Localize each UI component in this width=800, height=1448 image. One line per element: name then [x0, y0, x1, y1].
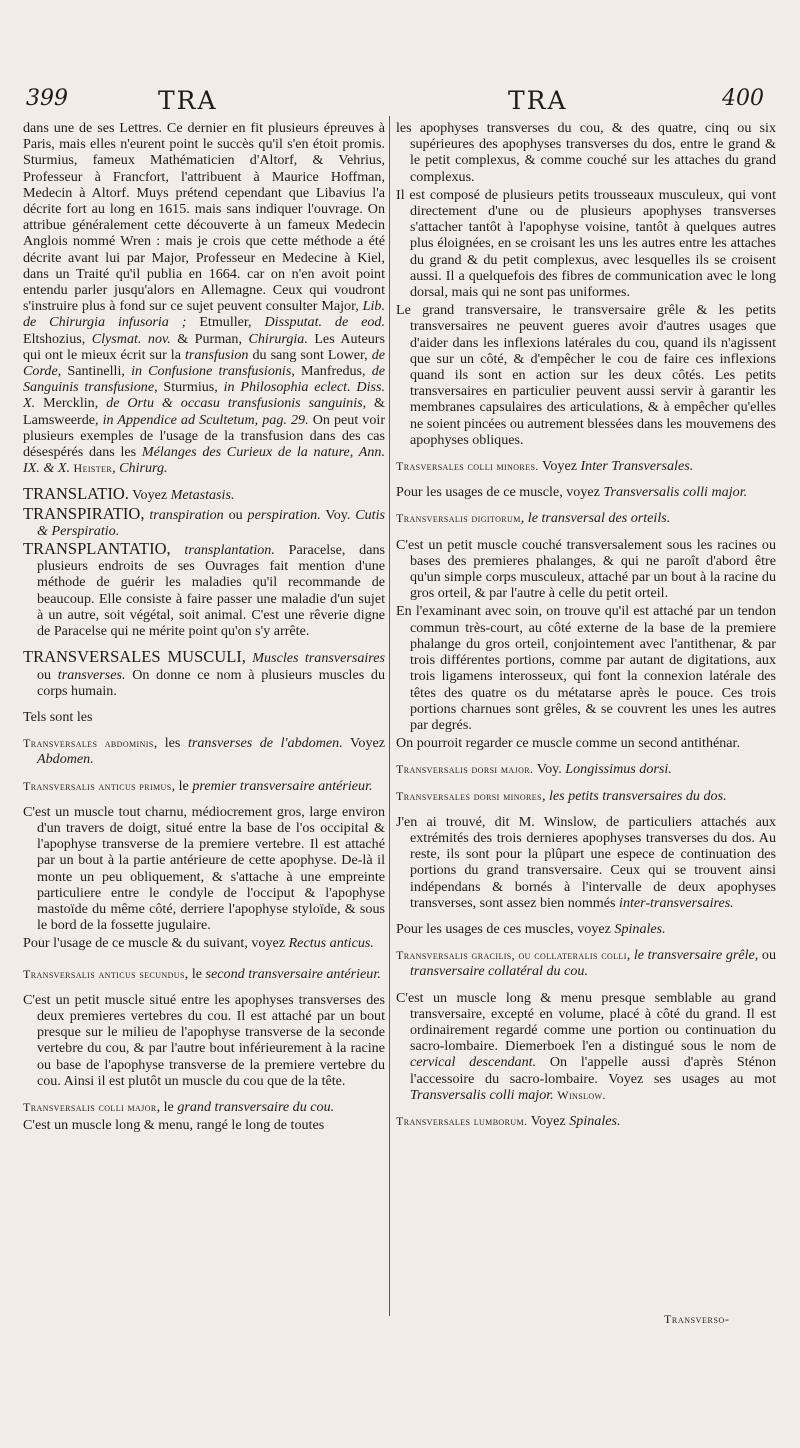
- colli-major-continuation: les apophyses transverses du cou, & des quatre, cinq ou six supérieures des apophyses transverses du dos, entre le grand & le petit complexus, & comme couché sur les attaches du grand complexus.: [396, 120, 776, 185]
- entry-anticus-primus: Transversalis anticus primus, le premier transversaire antérieur.: [23, 777, 373, 794]
- left-column: [23, 120, 385, 1135]
- column-divider: [389, 116, 390, 1316]
- anticus-primus-description: C'est un muscle tout charnu, médiocrement gros, large environ d'un travers de doigt, situé entre la base de l'os occipital & l'apophyse transverse de la premiere vertebre. Il est attaché par un bout à la partie antérieure de cette apophyse. De-là il monte un peu obliquement, & s'attache à une empreinte particuliere entre le condyle de l'occiput & l'apophyse mastoïde du même côté, derriere l'apophyse styloïde, & sous le bord de la fossette jugulaire.: [23, 803, 385, 934]
- entry-dorsi-major: Transversalis dorsi major. Voy. Longissimus dorsi.: [396, 761, 672, 778]
- digitorum-description-1: C'est un petit muscle couché transversalement sous les racines ou bases des premieres phalanges, & qui ne paroît d'abord être qu'un simple corps musculeux, attaché par un bout à la racine du gros orteil, & par l'autre à celle du petit orteil.: [396, 536, 776, 602]
- entry-dorsi-minores: Transversales dorsi minores, les petits transversaires du dos.: [396, 787, 727, 804]
- entry-colli-major: Transversalis colli major, le grand transversaire du cou.: [23, 1098, 335, 1115]
- headword: TRANSLATIO.: [23, 484, 129, 504]
- right-running-title: TRA: [508, 86, 568, 115]
- anticus-secundus-description: C'est un petit muscle situé entre les apophyses transverses des deux premieres vertebres du cou. Il est attaché par un bout presque sur le milieu de l'apophyse transverse de la seconde vertebre du cou, & par l'autre bout inférieurement à la racine ou base de l'apophyse transverse de la premiere vertebre du cou. Ainsi il est plutôt un muscle du cou que de la tête.: [23, 991, 385, 1089]
- headword: TRANSPLANTATIO,: [23, 539, 171, 559]
- digitorum-description-3: On pourroit regarder ce muscle comme un second antithénar.: [396, 735, 740, 752]
- entry-transpiratio: TRANSPIRATIO, transpiration ou perspiration. Voy. Cutis & Perspiratio.: [23, 503, 385, 539]
- left-running-title: TRA: [158, 86, 218, 115]
- entry-translatio: TRANSLATIO. Voyez Metastasis.: [23, 484, 235, 504]
- tels-sont-les: Tels sont les: [23, 708, 93, 725]
- entry-digitorum: Transversalis digitorum, le transversal des orteils.: [396, 510, 671, 527]
- entry-transversales-abdominis: Transversales abdominis, les transverses de l'abdomen. Voyez Abdomen.: [23, 735, 385, 768]
- entry-gracilis: Transversalis gracilis, ou collateralis colli, le transversaire grêle, ou transversaire collatéral du cou.: [396, 947, 776, 980]
- entry-lumborum: Transversales lumborum. Voyez Spinales.: [396, 1112, 621, 1129]
- entry-colli-minores: Trasversales colli minores. Voyez Inter Transversales.: [396, 458, 694, 475]
- transversaires-usage: Le grand transversaire, le transversaire grêle & les petits transversaires ne peuvent gueres avoir d'autres usages que d'aider dans les inflexions latérales du cou, quand ils n'agissent que sur un côté, & d'empêcher le cou de faire ces inflexions quand ils sont en action sur les deux côtés. Les petits transversaires en particulier peuvent aussi servir à garantir les membranes capsulaires des articulations, & à empêcher qu'elles ne soient pincées ou autrement blessées dans les mouvemens des apophyses obliques.: [396, 302, 776, 448]
- right-page-number: 400: [722, 86, 764, 111]
- spinales-usage: Pour les usages de ces muscles, voyez Spinales.: [396, 920, 666, 937]
- dorsi-minores-description: J'en ai trouvé, dit M. Winslow, de particuliers attachés aux extrémités des trois dernieres apophyses transverses du dos. Au reste, ils sont pour la plûpart une espece de continuation des portions du grand transversaire. Ceux qui se trouvent ainsi indépendans & bornés à l'intervalle de deux apophyses transverses, sont assez bien nommés inter-transversaires.: [396, 813, 776, 911]
- entry-anticus-secundus: Transversalis anticus secundus, le second transversaire antérieur.: [23, 965, 381, 982]
- digitorum-description-2: En l'examinant avec soin, on trouve qu'il est attaché par un tendon commun très-court, au côté externe de la base de la premiere phalange du gros orteil, conjointement avec l'antithenar, & par trois différentes portions, comme par autant de digitations, aux trois ligamens interosseux, qui font la connexion latérale des têtes des quatre os du métatarse après le pouce. Ces trois portions charnues sont grêles, & se couvrent les unes les autres par degrés.: [396, 603, 776, 733]
- anticus-primus-usage: Pour l'usage de ce muscle & du suivant, voyez Rectus anticus.: [23, 935, 374, 952]
- gracilis-description: C'est un muscle long & menu presque semblable au grand transversaire, excepté en volume, placé à côté du grand. Il est ordinairement regardé comme une portion ou continuation du sacro-lombaire. Diemerboek l'en a distingué sous le nom de cervical descendant. On l'appelle aussi d'après Sténon l'accessoire du sacro-lombaire. Voyez ses usages au mot Transversalis colli major. Winslow.: [396, 989, 776, 1103]
- transfusion-continuation: dans une de ses Lettres. Ce dernier en fit plusieurs épreuves à Paris, mais elles n'eurent point le succès qu'il s'en étoit promis. Sturmius, fameux Mathématicien d'Altorf, & Vehrius, Professeur à Francfort, l'attribuent à Maurice Hoffman, Medecin à Altorf. Muys prétend cependant que Libavius l'a décrite fort au long en 1615. mais sans indiquer l'ouvrage. On attribue généralement cette découverte à un fameux Medecin Anglois nommé Wren : mais je crois que cette méthode a été décrite avant lui par Major, Professeur en Medecine à Kiel, dans un Traité qu'il publia en 1664. car on n'en avoit point entendu parler jusqu'alors en Allemagne. Ceux qui voudront s'instruire plus à fond sur ce sujet peuvent consulter Major, Lib. de Chirurgia infusoria ; Etmuller, Dissputat. de eod. Eltshozius, Clysmat. nov. & Purman, Chirurgia. Les Auteurs qui ont le mieux écrit sur la transfusion du sang sont Lower, de Corde, Santinelli, in Confusione transfusionis, Manfredus, de Sanguinis transfusione, Sturmius, in Philosophia eclect. Diss. X. Mercklin, de Ortu & occasu transfusionis sanguinis, & Lamsweerde, in Appendice ad Scultetum, pag. 29. On peut voir plusieurs exemples de l'usage de la transfusion dans des cas désespérés dans les Mélanges des Curieux de la nature, Ann. IX. & X. Heister, Chirurg.: [23, 120, 386, 477]
- entry-transversales-musculi: TRANSVERSALES MUSCULI, Muscles transversaires ou transverses. On donne ce nom à plusieurs muscles du corps humain.: [23, 647, 385, 699]
- right-column: [396, 120, 776, 1131]
- catchword: Transverso-: [664, 1312, 730, 1326]
- headword: TRANSVERSALES MUSCULI,: [23, 647, 246, 667]
- colli-major-description: C'est un muscle long & menu, rangé le long de toutes: [23, 1117, 325, 1134]
- left-page-number: 399: [26, 86, 68, 111]
- colli-minores-usage: Pour les usages de ce muscle, voyez Transversalis colli major.: [396, 484, 748, 501]
- headword: TRANSPIRATIO,: [23, 503, 145, 523]
- entry-transplantatio: TRANSPLANTATIO, transplantation. Paracelse, dans plusieurs endroits de ses Ouvrages fait mention d'une méthode de guérir les maladies qu'il recommande de beaucoup. Elle consiste à faire passer une maladie d'un sujet à un autre, soit végétal, soit animal. C'est une rêverie digne de Paracelse qui ne mérite point qu'on s'y arrête.: [23, 539, 385, 640]
- colli-major-structure: Il est composé de plusieurs petits trousseaux musculeux, qui vont directement d'une ou de plusieurs apophyses transverses s'attacher tantôt à l'apophyse voisine, tantôt à quelques autres plus éloignées, en se croisant les uns les autres entre les attaches du grand & du petit complexus, avec lesquelles ils se croisent aussi. Il a quelquefois des fibres de communication avec le long dorsal, mais qui ne sont pas uniformes.: [396, 186, 776, 301]
